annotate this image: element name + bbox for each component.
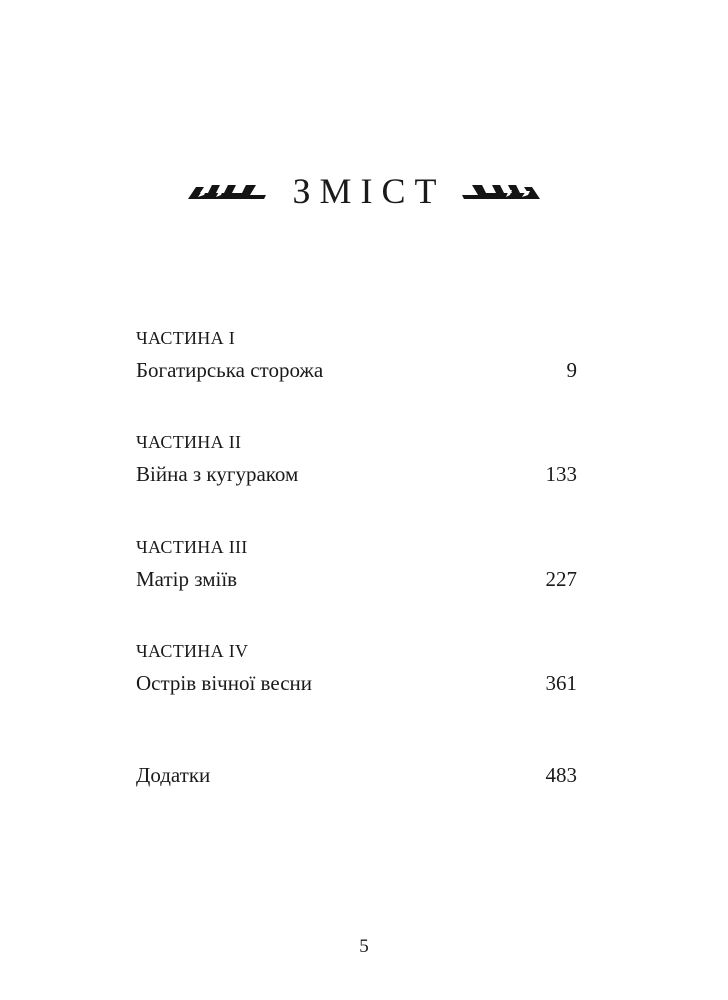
- toc-entry[interactable]: [136, 762, 577, 788]
- toc-part-4: [136, 640, 577, 696]
- toc-entry[interactable]: [136, 670, 577, 696]
- entry-page: 133: [545, 462, 577, 486]
- toc-part-3: [136, 536, 577, 592]
- entry-page: 361: [545, 671, 577, 695]
- entry-page: 227: [545, 567, 577, 591]
- entry-title: Війна з кугураком: [136, 462, 299, 486]
- toc-entry[interactable]: [136, 357, 577, 383]
- entry-page: 483: [545, 763, 577, 787]
- page-title: ЗМІСТ: [292, 171, 446, 211]
- entry-title: Додатки: [136, 763, 211, 787]
- toc-appendix: [136, 762, 577, 788]
- toc-part-1: [136, 327, 577, 383]
- entry-page: 9: [566, 358, 577, 382]
- page-number: 5: [359, 936, 369, 957]
- entry-title: Богатирська сторожа: [136, 358, 324, 382]
- toc-part-2: [136, 431, 577, 487]
- entry-title: Острів вічної весни: [136, 671, 312, 695]
- entry-title: Матір зміїв: [136, 567, 238, 591]
- part-label: ЧАСТИНА III: [136, 537, 248, 557]
- ornament-right-icon: [460, 179, 542, 203]
- contents-header: [0, 166, 728, 216]
- part-label: ЧАСТИНА II: [136, 432, 242, 452]
- toc-entry[interactable]: [136, 566, 577, 592]
- ornament-left-icon: [186, 179, 268, 203]
- toc-entry[interactable]: [136, 461, 577, 487]
- part-label: ЧАСТИНА I: [136, 328, 235, 348]
- part-label: ЧАСТИНА IV: [136, 641, 249, 661]
